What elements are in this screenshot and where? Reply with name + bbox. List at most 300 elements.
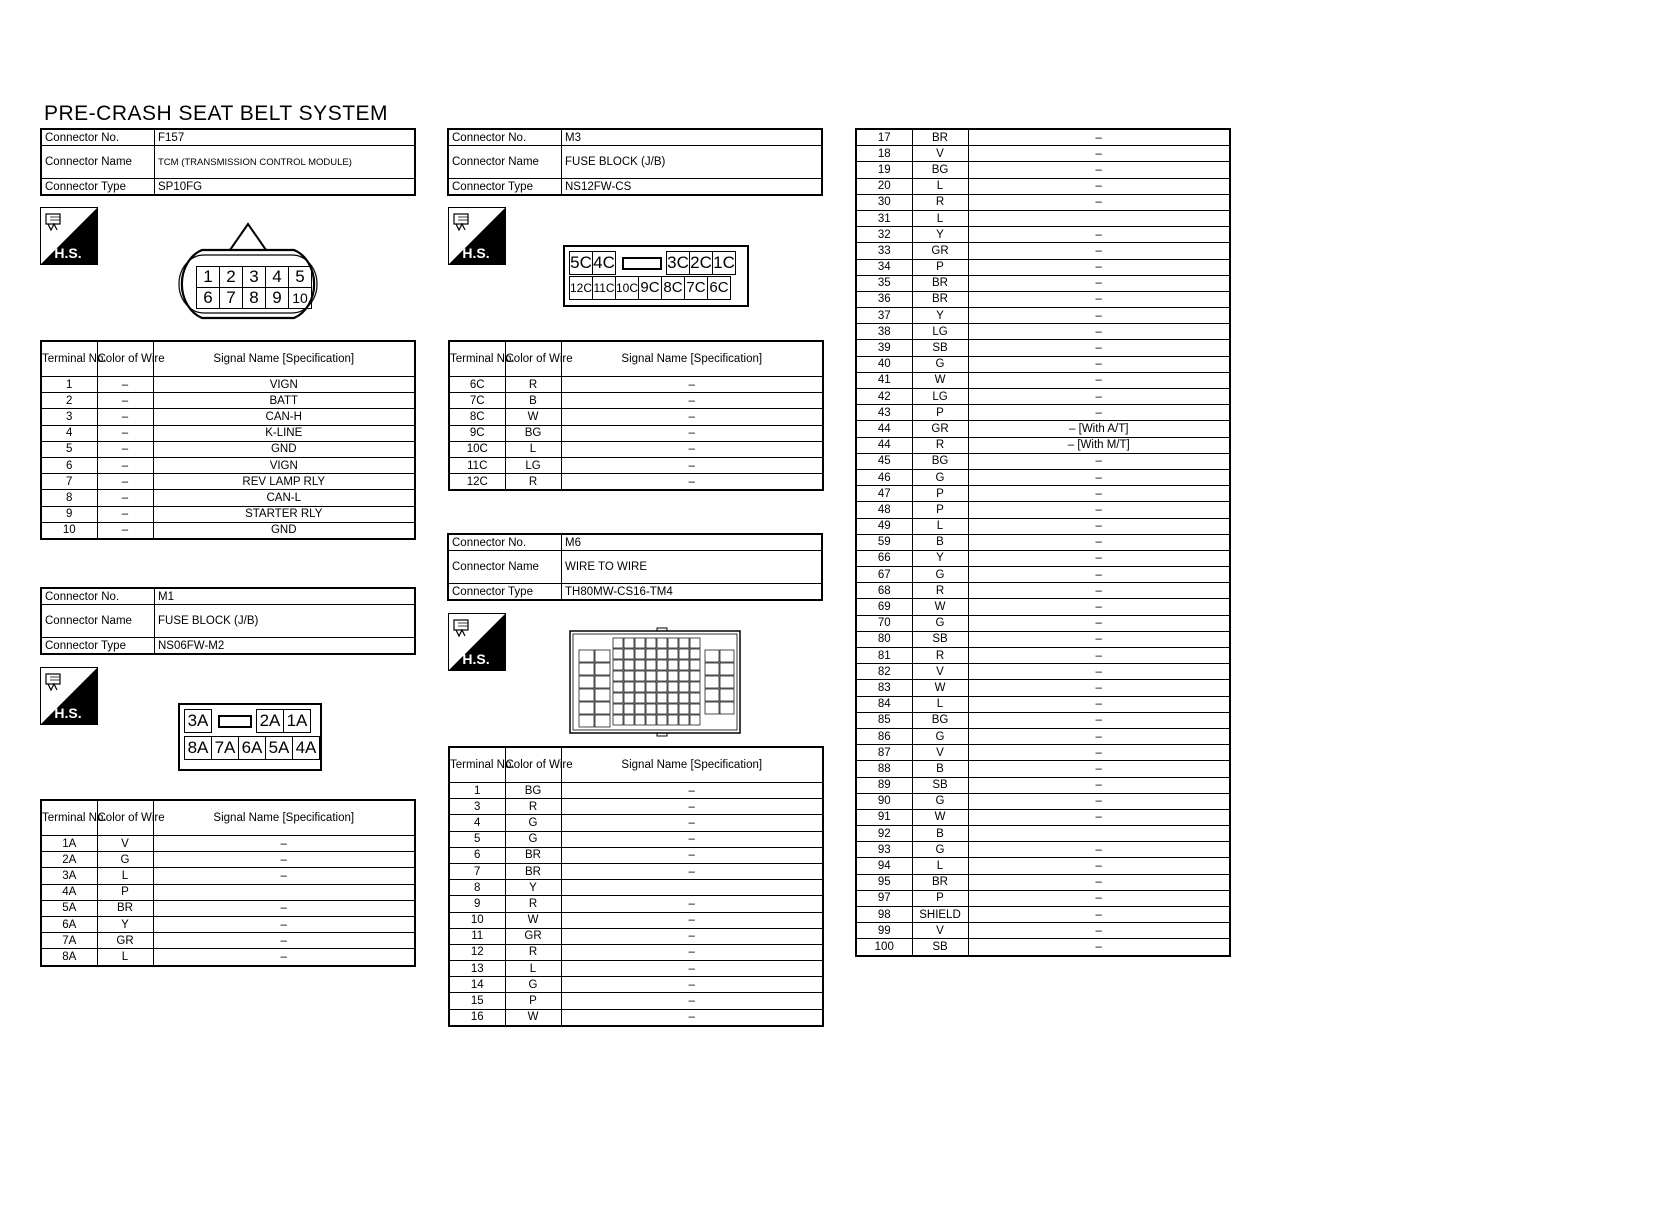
wire-color-cell: L (505, 441, 561, 457)
signal-name-cell: – (561, 912, 823, 928)
wire-color-cell: G (505, 977, 561, 993)
table-row (41, 933, 415, 949)
terminal-no-cell: 8C (449, 409, 505, 425)
wire-color-cell: BR (505, 847, 561, 863)
pin: 2A (256, 709, 284, 733)
signal-name-cell: – (968, 275, 1230, 291)
signal-name-cell: – (968, 308, 1230, 324)
wire-color-cell: SB (912, 777, 968, 793)
wire-color-cell: – (97, 474, 153, 490)
wire-color-cell: BG (505, 783, 561, 799)
table-row (449, 377, 823, 393)
pin: 3C (666, 251, 690, 275)
terminal-no-cell: 17 (856, 129, 912, 146)
wire-color-cell: R (505, 799, 561, 815)
table-row (856, 243, 1230, 259)
color-of-wire-header: Color of Wire (505, 747, 561, 783)
hs-label: H.S. (54, 245, 82, 261)
wire-color-cell: W (912, 809, 968, 825)
table-row (41, 441, 415, 457)
color-of-wire-header: Color of Wire (97, 341, 153, 377)
pin: 1 (196, 266, 220, 288)
signal-name-cell: – (153, 933, 415, 949)
signal-name-cell: – (561, 944, 823, 960)
table-row (41, 393, 415, 409)
signal-name-cell: – (153, 868, 415, 884)
wire-color-cell: B (505, 393, 561, 409)
table-row (856, 809, 1230, 825)
terminal-no-cell: 41 (856, 372, 912, 388)
terminal-no-cell: 7C (449, 393, 505, 409)
wire-color-cell: R (505, 896, 561, 912)
wire-color-cell: G (912, 615, 968, 631)
wire-color-cell: LG (505, 457, 561, 473)
terminal-no-cell: 35 (856, 275, 912, 291)
wire-color-cell: R (912, 583, 968, 599)
table-row (856, 793, 1230, 809)
connector-type-value: NS06FW-M2 (155, 638, 416, 655)
terminal-no-cell: 1 (41, 377, 97, 393)
table-row (449, 457, 823, 473)
connector-type-value: TH80MW-CS16-TM4 (562, 584, 823, 601)
signal-name-cell: – (968, 356, 1230, 372)
terminal-table-m1 (40, 799, 416, 967)
signal-name-cell (153, 884, 415, 900)
signal-name-cell: GND (153, 522, 415, 539)
table-row (856, 680, 1230, 696)
table-row (856, 340, 1230, 356)
terminal-no-cell: 84 (856, 696, 912, 712)
table-row (41, 409, 415, 425)
table-row (449, 863, 823, 879)
signal-name-cell: – (561, 474, 823, 491)
table-row (856, 324, 1230, 340)
terminal-no-cell: 12C (449, 474, 505, 491)
wire-color-cell: B (912, 761, 968, 777)
table-row (449, 799, 823, 815)
table-row (41, 900, 415, 916)
terminal-no-cell: 49 (856, 518, 912, 534)
table-row (856, 146, 1230, 162)
table-row (856, 615, 1230, 631)
table-row (856, 389, 1230, 405)
connector-no-value: M3 (562, 129, 823, 146)
table-row (856, 453, 1230, 469)
terminal-no-cell: 92 (856, 826, 912, 842)
connector-info-m6 (447, 533, 823, 601)
signal-name-cell: BATT (153, 393, 415, 409)
terminal-no-header: Terminal No. (449, 747, 505, 783)
wire-color-cell: – (97, 377, 153, 393)
table-row (856, 486, 1230, 502)
wire-color-cell: BR (912, 275, 968, 291)
table-row (856, 728, 1230, 744)
wire-color-cell: BR (912, 874, 968, 890)
terminal-no-cell: 7 (449, 863, 505, 879)
terminal-no-cell: 98 (856, 907, 912, 923)
terminal-no-cell: 69 (856, 599, 912, 615)
terminal-no-cell: 37 (856, 308, 912, 324)
signal-name-cell (968, 826, 1230, 842)
wire-color-cell: BR (97, 900, 153, 916)
terminal-no-cell: 39 (856, 340, 912, 356)
pin: 5 (289, 266, 312, 288)
table-row (856, 550, 1230, 566)
table-row (856, 712, 1230, 728)
signal-name-cell: – (968, 129, 1230, 146)
wire-color-cell: W (505, 409, 561, 425)
terminal-no-cell: 4 (41, 425, 97, 441)
wire-color-cell: P (912, 259, 968, 275)
wire-color-cell: – (97, 425, 153, 441)
signal-name-cell: – (968, 324, 1230, 340)
terminal-no-cell: 18 (856, 146, 912, 162)
table-row (449, 896, 823, 912)
table-row (41, 522, 415, 539)
terminal-no-cell: 90 (856, 793, 912, 809)
signal-name-cell: – (968, 648, 1230, 664)
pin: 6 (196, 288, 220, 309)
terminal-no-cell: 6A (41, 916, 97, 932)
terminal-no-cell: 30 (856, 194, 912, 210)
table-row (449, 1009, 823, 1026)
connector-type-label: Connector Type (448, 584, 562, 601)
terminal-no-cell: 8 (449, 880, 505, 896)
signal-name-cell: – (968, 518, 1230, 534)
terminal-no-cell: 6 (449, 847, 505, 863)
table-row (856, 227, 1230, 243)
wire-color-cell: SB (912, 340, 968, 356)
connector-face-f157 (172, 222, 324, 322)
wire-color-cell: – (97, 522, 153, 539)
wire-color-cell: – (97, 457, 153, 473)
signal-name-cell: K-LINE (153, 425, 415, 441)
terminal-no-cell: 34 (856, 259, 912, 275)
pin: 4 (266, 266, 289, 288)
table-row (856, 890, 1230, 906)
signal-name-cell: – [With M/T] (968, 437, 1230, 453)
terminal-no-cell: 87 (856, 745, 912, 761)
connector-face-m6 (569, 628, 741, 736)
connector-no-label: Connector No. (448, 129, 562, 146)
pin: 2 (220, 266, 243, 288)
terminal-no-cell: 48 (856, 502, 912, 518)
table-row (856, 599, 1230, 615)
signal-name-cell: – (153, 900, 415, 916)
terminal-no-cell: 1A (41, 836, 97, 852)
signal-name-cell: – (968, 712, 1230, 728)
hs-icon (40, 667, 98, 725)
signal-name-header: Signal Name [Specification] (561, 341, 823, 377)
wire-color-cell: G (912, 793, 968, 809)
pin: 7A (212, 736, 239, 760)
signal-name-cell: – (968, 858, 1230, 874)
table-row (449, 393, 823, 409)
connector-name-value: FUSE BLOCK (J/B) (562, 146, 823, 179)
pin: 5A (266, 736, 293, 760)
pin: 9C (639, 276, 662, 300)
terminal-no-cell: 4 (449, 815, 505, 831)
wire-color-cell: R (505, 474, 561, 491)
terminal-no-cell: 12 (449, 944, 505, 960)
terminal-no-cell: 93 (856, 842, 912, 858)
wire-color-cell: P (97, 884, 153, 900)
pin: 7C (685, 276, 708, 300)
terminal-no-cell: 88 (856, 761, 912, 777)
terminal-no-cell: 9 (449, 896, 505, 912)
signal-name-cell: – (968, 372, 1230, 388)
wire-color-cell: W (505, 1009, 561, 1026)
terminal-no-cell: 5 (449, 831, 505, 847)
wire-color-cell: BR (505, 863, 561, 879)
hs-icon (448, 207, 506, 265)
terminal-no-cell: 33 (856, 243, 912, 259)
terminal-no-cell: 44 (856, 421, 912, 437)
signal-name-cell: – (561, 409, 823, 425)
table-row (856, 469, 1230, 485)
terminal-no-cell: 95 (856, 874, 912, 890)
hs-icon (448, 613, 506, 671)
signal-name-cell: – (968, 146, 1230, 162)
signal-name-cell: – (968, 550, 1230, 566)
terminal-no-cell: 38 (856, 324, 912, 340)
terminal-no-cell: 80 (856, 631, 912, 647)
signal-name-cell: – (968, 745, 1230, 761)
signal-name-header: Signal Name [Specification] (153, 800, 415, 836)
connector-face-m3 (563, 245, 749, 307)
table-row (449, 831, 823, 847)
signal-name-cell: – (561, 928, 823, 944)
terminal-no-cell: 2A (41, 852, 97, 868)
table-row (449, 441, 823, 457)
connector-name-label: Connector Name (41, 605, 155, 638)
table-row (41, 949, 415, 966)
wire-color-cell: G (912, 469, 968, 485)
connector-pins-f157 (192, 266, 312, 309)
terminal-no-cell: 2 (41, 393, 97, 409)
connector-info-m3 (447, 128, 823, 196)
pin: 9 (266, 288, 289, 309)
terminal-no-cell: 9 (41, 506, 97, 522)
signal-name-cell: – (968, 728, 1230, 744)
terminal-no-cell: 91 (856, 809, 912, 825)
wire-color-cell: – (97, 409, 153, 425)
signal-name-cell: – (561, 457, 823, 473)
key (616, 251, 666, 273)
terminal-no-cell: 83 (856, 680, 912, 696)
pin: 12C (569, 276, 593, 300)
wire-color-cell: BG (912, 712, 968, 728)
table-row (41, 852, 415, 868)
table-row (856, 696, 1230, 712)
wire-color-cell: R (912, 648, 968, 664)
wire-color-cell: BR (912, 291, 968, 307)
signal-name-cell: – (153, 949, 415, 966)
connector-name-value: WIRE TO WIRE (562, 551, 823, 584)
signal-name-cell: – (561, 393, 823, 409)
signal-name-cell: STARTER RLY (153, 506, 415, 522)
wire-color-cell: G (912, 842, 968, 858)
signal-name-cell: – (968, 405, 1230, 421)
connector-no-label: Connector No. (41, 129, 155, 146)
terminal-no-cell: 70 (856, 615, 912, 631)
wire-color-cell: L (97, 949, 153, 966)
table-row (449, 474, 823, 491)
wire-color-cell: Y (505, 880, 561, 896)
hs-label: H.S. (54, 705, 82, 721)
terminal-no-cell: 8A (41, 949, 97, 966)
terminal-no-cell: 15 (449, 993, 505, 1009)
pin: 6C (708, 276, 731, 300)
signal-name-cell: – (968, 194, 1230, 210)
pin: 8A (184, 736, 212, 760)
table-row (856, 275, 1230, 291)
wire-color-cell: R (505, 944, 561, 960)
terminal-no-cell: 16 (449, 1009, 505, 1026)
pin: 5C (569, 251, 593, 275)
signal-name-cell: VIGN (153, 457, 415, 473)
pin: 8 (243, 288, 266, 309)
terminal-no-cell: 13 (449, 961, 505, 977)
connector-type-label: Connector Type (448, 179, 562, 196)
table-row (41, 884, 415, 900)
signal-name-cell: CAN-H (153, 409, 415, 425)
table-row (41, 425, 415, 441)
table-row (856, 372, 1230, 388)
wire-color-cell: Y (97, 916, 153, 932)
table-row (856, 777, 1230, 793)
pin: 10C (616, 276, 639, 300)
signal-name-cell: – (561, 1009, 823, 1026)
signal-name-cell: – (968, 534, 1230, 550)
table-row (856, 356, 1230, 372)
signal-name-cell: – (968, 793, 1230, 809)
table-row (856, 210, 1230, 226)
wire-color-cell: B (912, 534, 968, 550)
terminal-no-cell: 5 (41, 441, 97, 457)
wire-color-cell: L (912, 178, 968, 194)
wire-color-cell: W (912, 372, 968, 388)
signal-name-cell: – (968, 939, 1230, 956)
table-row (856, 534, 1230, 550)
wire-color-cell: L (97, 868, 153, 884)
signal-name-cell: – (968, 874, 1230, 890)
signal-name-cell: – (968, 777, 1230, 793)
wire-color-cell: GR (97, 933, 153, 949)
signal-name-cell: – (561, 441, 823, 457)
terminal-no-cell: 4A (41, 884, 97, 900)
signal-name-cell: – (968, 567, 1230, 583)
signal-name-cell: – (968, 162, 1230, 178)
wire-color-cell: LG (912, 324, 968, 340)
terminal-no-cell: 82 (856, 664, 912, 680)
terminal-no-cell: 20 (856, 178, 912, 194)
signal-name-header: Signal Name [Specification] (153, 341, 415, 377)
signal-name-cell: – (968, 664, 1230, 680)
terminal-no-cell: 68 (856, 583, 912, 599)
table-row (856, 907, 1230, 923)
terminal-no-cell: 10 (41, 522, 97, 539)
signal-name-cell: – (968, 389, 1230, 405)
signal-name-cell: – (968, 486, 1230, 502)
table-row (856, 664, 1230, 680)
signal-name-cell: – (968, 890, 1230, 906)
key (212, 709, 256, 731)
signal-name-cell: – (561, 896, 823, 912)
terminal-no-cell: 10 (449, 912, 505, 928)
table-row (856, 858, 1230, 874)
pin: 11C (593, 276, 616, 300)
terminal-no-cell: 6C (449, 377, 505, 393)
connector-no-label: Connector No. (41, 588, 155, 605)
connector-info-m1 (40, 587, 416, 655)
table-row (856, 437, 1230, 453)
wire-color-cell: W (912, 680, 968, 696)
signal-name-cell: – (968, 599, 1230, 615)
table-row (856, 162, 1230, 178)
wire-color-cell: Y (912, 550, 968, 566)
wire-color-cell: V (912, 664, 968, 680)
table-row (856, 923, 1230, 939)
signal-name-cell: – (153, 836, 415, 852)
table-row (449, 928, 823, 944)
table-row (856, 129, 1230, 146)
table-row (856, 194, 1230, 210)
table-row (856, 648, 1230, 664)
signal-name-cell: – (968, 243, 1230, 259)
terminal-no-cell: 6 (41, 457, 97, 473)
terminal-no-header: Terminal No. (449, 341, 505, 377)
terminal-no-cell: 97 (856, 890, 912, 906)
wire-color-cell: – (97, 441, 153, 457)
signal-name-cell: – (561, 847, 823, 863)
pin: 1A (284, 709, 311, 733)
terminal-no-cell: 10C (449, 441, 505, 457)
table-row (449, 912, 823, 928)
wire-color-cell: L (912, 858, 968, 874)
signal-name-cell: – (968, 259, 1230, 275)
connector-type-label: Connector Type (41, 179, 155, 196)
terminal-no-cell: 32 (856, 227, 912, 243)
wire-color-cell: SB (912, 631, 968, 647)
signal-name-cell: – (561, 831, 823, 847)
terminal-no-header: Terminal No. (41, 800, 97, 836)
wire-color-cell: L (912, 696, 968, 712)
signal-name-cell: – (968, 907, 1230, 923)
wire-color-cell: V (97, 836, 153, 852)
signal-name-cell: – (153, 852, 415, 868)
hs-icon (40, 207, 98, 265)
table-row (41, 474, 415, 490)
wire-color-cell: GR (505, 928, 561, 944)
table-row (856, 308, 1230, 324)
wire-color-cell: G (912, 728, 968, 744)
wire-color-cell: B (912, 826, 968, 842)
pin: 3 (243, 266, 266, 288)
wire-color-cell: G (912, 356, 968, 372)
signal-name-cell: – (968, 842, 1230, 858)
terminal-no-cell: 3 (449, 799, 505, 815)
table-row (449, 409, 823, 425)
pin: 8C (662, 276, 685, 300)
connector-no-value: M6 (562, 534, 823, 551)
signal-name-cell: – (153, 916, 415, 932)
connector-no-label: Connector No. (448, 534, 562, 551)
signal-name-cell: – (561, 863, 823, 879)
table-row (41, 916, 415, 932)
pin: 3A (184, 709, 212, 733)
terminal-no-cell: 89 (856, 777, 912, 793)
